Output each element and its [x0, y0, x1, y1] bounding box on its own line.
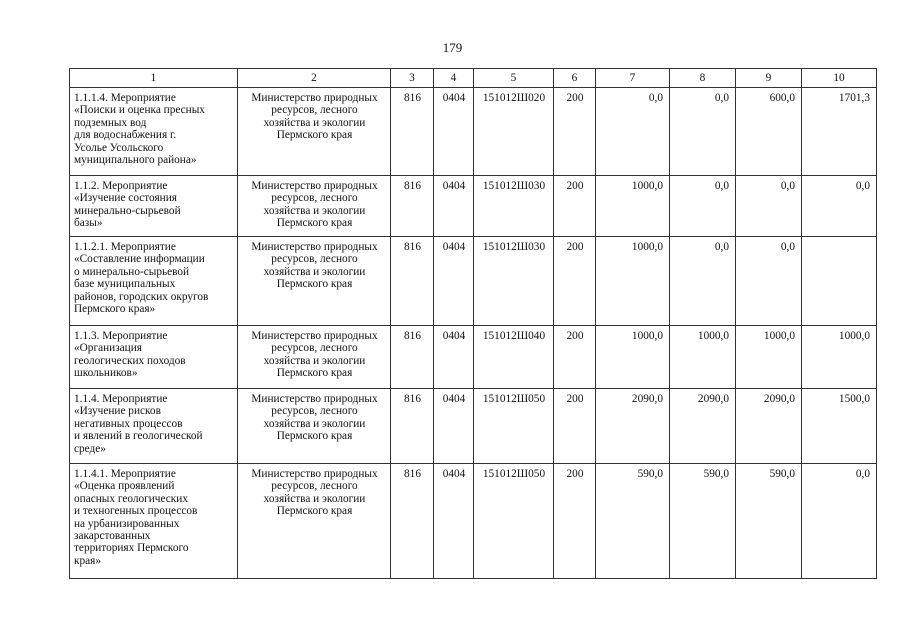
type-cell: 200 [554, 464, 596, 579]
amount-cell: 1500,0 [802, 389, 877, 464]
type-cell: 200 [554, 88, 596, 176]
amount-cell: 1000,0 [670, 326, 736, 389]
section-cell: 0404 [434, 88, 474, 176]
amount-cell: 590,0 [670, 464, 736, 579]
section-cell: 0404 [434, 176, 474, 237]
amount-cell: 2090,0 [596, 389, 670, 464]
amount-cell: 0,0 [736, 176, 802, 237]
column-header: 7 [596, 69, 670, 88]
target-code-cell: 151012Ш050 [474, 464, 554, 579]
section-cell: 0404 [434, 237, 474, 326]
budget-table [69, 68, 877, 579]
target-code-cell: 151012Ш050 [474, 389, 554, 464]
section-cell: 0404 [434, 464, 474, 579]
ministry-cell: Министерство природных ресурсов, лесного хозяйства и экологии Пермского края [238, 326, 391, 389]
activity-cell: 1.1.4. Мероприятие «Изучение рисков негативных процессов и явлений в геологической среде» [70, 389, 238, 464]
activity-cell: 1.1.2.1. Мероприятие «Составление информации о минерально-сырьевой базе муниципальных районов, городских округов Пермского края» [70, 237, 238, 326]
table-row [70, 176, 877, 237]
column-header: 3 [391, 69, 434, 88]
header-row [70, 69, 877, 88]
column-header: 6 [554, 69, 596, 88]
activity-cell: 1.1.4.1. Мероприятие «Оценка проявлений опасных геологических и техногенных процессов на урбанизированных закарстованных территориях Пермского края» [70, 464, 238, 579]
column-header: 5 [474, 69, 554, 88]
table-row [70, 389, 877, 464]
target-code-cell: 151012Ш030 [474, 237, 554, 326]
code-cell: 816 [391, 237, 434, 326]
section-cell: 0404 [434, 389, 474, 464]
ministry-cell: Министерство природных ресурсов, лесного хозяйства и экологии Пермского края [238, 464, 391, 579]
type-cell: 200 [554, 237, 596, 326]
amount-cell: 0,0 [670, 237, 736, 326]
page-number: 179 [442, 40, 463, 55]
column-header: 9 [736, 69, 802, 88]
code-cell: 816 [391, 464, 434, 579]
code-cell: 816 [391, 389, 434, 464]
activity-cell: 1.1.1.4. Мероприятие «Поиски и оценка пресных подземных вод для водоснабжения г. Усолье Усольского муниципального района» [70, 88, 238, 176]
type-cell: 200 [554, 389, 596, 464]
column-header: 8 [670, 69, 736, 88]
amount-cell: 2090,0 [670, 389, 736, 464]
amount-cell: 590,0 [736, 464, 802, 579]
table-row [70, 88, 877, 176]
code-cell: 816 [391, 176, 434, 237]
column-header: 4 [434, 69, 474, 88]
amount-cell: 1000,0 [596, 237, 670, 326]
amount-cell: 1000,0 [802, 326, 877, 389]
activity-cell: 1.1.3. Мероприятие «Организация геологических походов школьников» [70, 326, 238, 389]
code-cell: 816 [391, 88, 434, 176]
target-code-cell: 151012Ш020 [474, 88, 554, 176]
ministry-cell: Министерство природных ресурсов, лесного хозяйства и экологии Пермского края [238, 88, 391, 176]
amount-cell: 0,0 [802, 464, 877, 579]
ministry-cell: Министерство природных ресурсов, лесного хозяйства и экологии Пермского края [238, 389, 391, 464]
column-header: 10 [802, 69, 877, 88]
amount-cell: 0,0 [596, 88, 670, 176]
column-header: 1 [70, 69, 238, 88]
amount-cell: 1000,0 [736, 326, 802, 389]
amount-cell: 0,0 [802, 176, 877, 237]
target-code-cell: 151012Ш030 [474, 176, 554, 237]
amount-cell: 1000,0 [596, 176, 670, 237]
amount-cell: 0,0 [736, 237, 802, 326]
table-row [70, 237, 877, 326]
table-row [70, 326, 877, 389]
ministry-cell: Министерство природных ресурсов, лесного хозяйства и экологии Пермского края [238, 176, 391, 237]
activity-cell: 1.1.2. Мероприятие «Изучение состояния минерально-сырьевой базы» [70, 176, 238, 237]
column-header: 2 [238, 69, 391, 88]
section-cell: 0404 [434, 326, 474, 389]
code-cell: 816 [391, 326, 434, 389]
amount-cell: 0,0 [670, 176, 736, 237]
amount-cell: 1000,0 [596, 326, 670, 389]
amount-cell: 1701,3 [802, 88, 877, 176]
type-cell: 200 [554, 176, 596, 237]
amount-cell: 0,0 [670, 88, 736, 176]
ministry-cell: Министерство природных ресурсов, лесного хозяйства и экологии Пермского края [238, 237, 391, 326]
table-row [70, 464, 877, 579]
amount-cell: 600,0 [736, 88, 802, 176]
amount-cell [802, 237, 877, 326]
target-code-cell: 151012Ш040 [474, 326, 554, 389]
amount-cell: 2090,0 [736, 389, 802, 464]
type-cell: 200 [554, 326, 596, 389]
amount-cell: 590,0 [596, 464, 670, 579]
